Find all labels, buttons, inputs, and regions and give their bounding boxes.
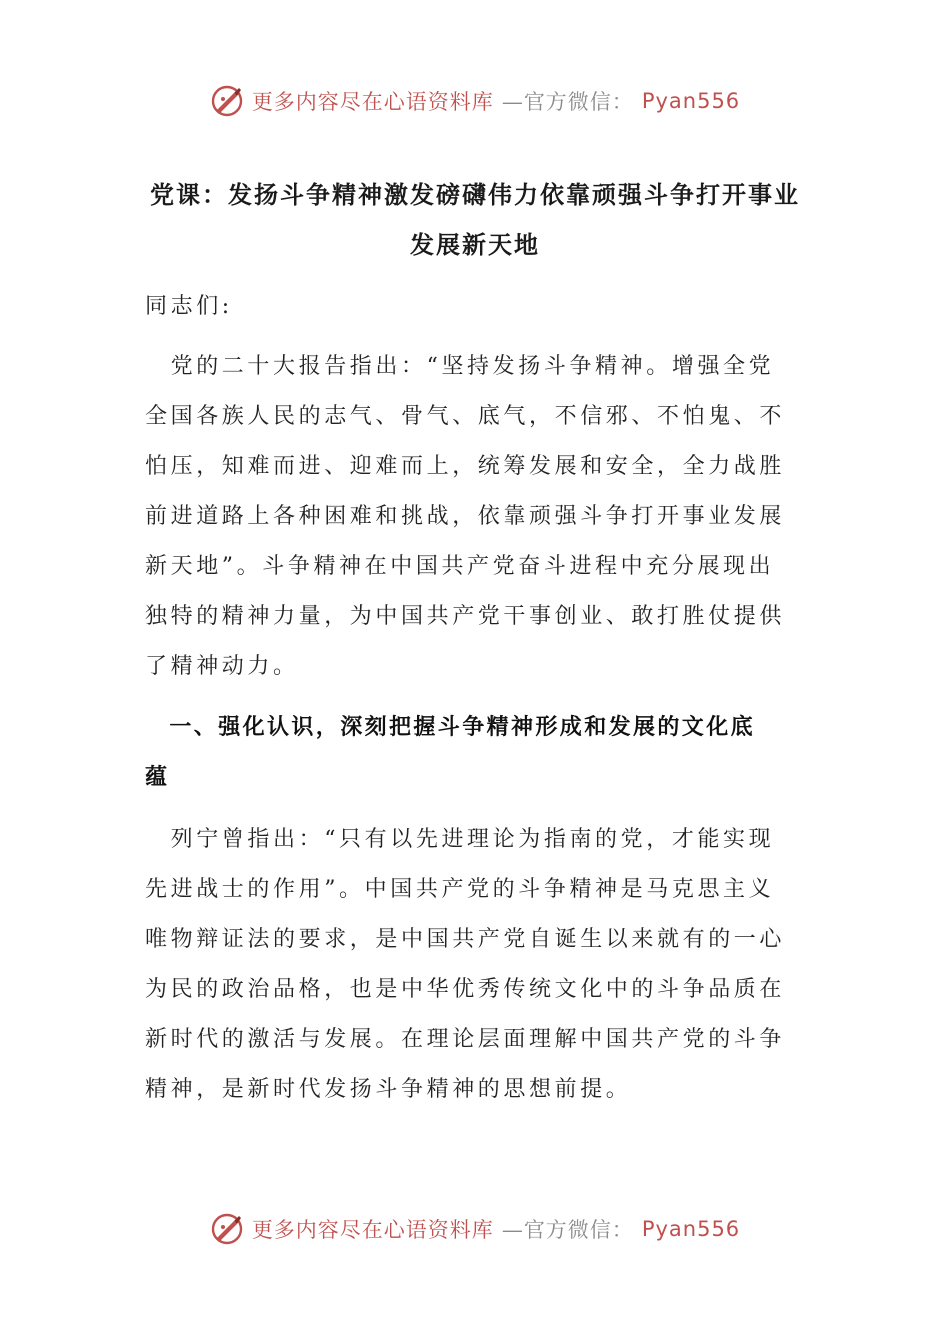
- footer-watermark: [0, 1212, 950, 1246]
- paragraph-line: 唯物辩证法的要求，是中国共产党自诞生以来就有的一心: [145, 927, 786, 952]
- watermark-text: 更多内容尽在心语资料库: [251, 90, 494, 114]
- document-title-line-1: 党课：发扬斗争精神激发磅礴伟力依靠顽强斗争打开事业: [150, 180, 800, 209]
- paragraph-line: 为民的政治品格，也是中华优秀传统文化中的斗争品质在: [145, 977, 786, 1002]
- greeting: 同志们:: [145, 294, 233, 319]
- paragraph-line: 怕压，知难而进、迎难而上，统筹发展和安全，全力战胜: [145, 454, 786, 479]
- watermark-wechat-id: Pyan556: [641, 1217, 741, 1241]
- paragraph-line: 新时代的激活与发展。在理论层面理解中国共产党的斗争: [145, 1027, 786, 1052]
- paragraph-line: 党的二十大报告指出：“坚持发扬斗争精神。增强全党: [145, 354, 775, 379]
- watermark-text: 更多内容尽在心语资料库: [251, 1218, 494, 1242]
- watermark-wechat-label: —官方微信：: [501, 1218, 634, 1242]
- section-heading-line-2: 蕴: [145, 764, 170, 790]
- paragraph-line: 新天地”。斗争精神在中国共产党奋斗进程中充分展现出: [145, 554, 775, 579]
- paragraph-line: 独特的精神力量，为中国共产党干事创业、敢打胜仗提供: [145, 604, 786, 629]
- pen-logo-icon: [210, 84, 244, 118]
- pen-logo-icon: [210, 1212, 244, 1246]
- header-watermark: [0, 84, 950, 118]
- section-heading-line-1: 一、强化认识，深刻把握斗争精神形成和发展的文化底: [145, 714, 756, 740]
- paragraph-line: 前进道路上各种困难和挑战，依靠顽强斗争打开事业发展: [145, 504, 786, 529]
- watermark-wechat-id: Pyan556: [641, 89, 741, 113]
- paragraph-line: 列宁曾指出：“只有以先进理论为指南的党，才能实现: [145, 827, 775, 852]
- paragraph-line: 先进战士的作用”。中国共产党的斗争精神是马克思主义: [145, 877, 775, 902]
- paragraph-line: 全国各族人民的志气、骨气、底气，不信邪、不怕鬼、不: [145, 404, 786, 429]
- paragraph-line: 了精神动力。: [145, 654, 299, 679]
- watermark-wechat-label: —官方微信：: [501, 90, 634, 114]
- document-title-line-2: 发展新天地: [410, 230, 540, 259]
- paragraph-line: 精神，是新时代发扬斗争精神的思想前提。: [145, 1077, 632, 1102]
